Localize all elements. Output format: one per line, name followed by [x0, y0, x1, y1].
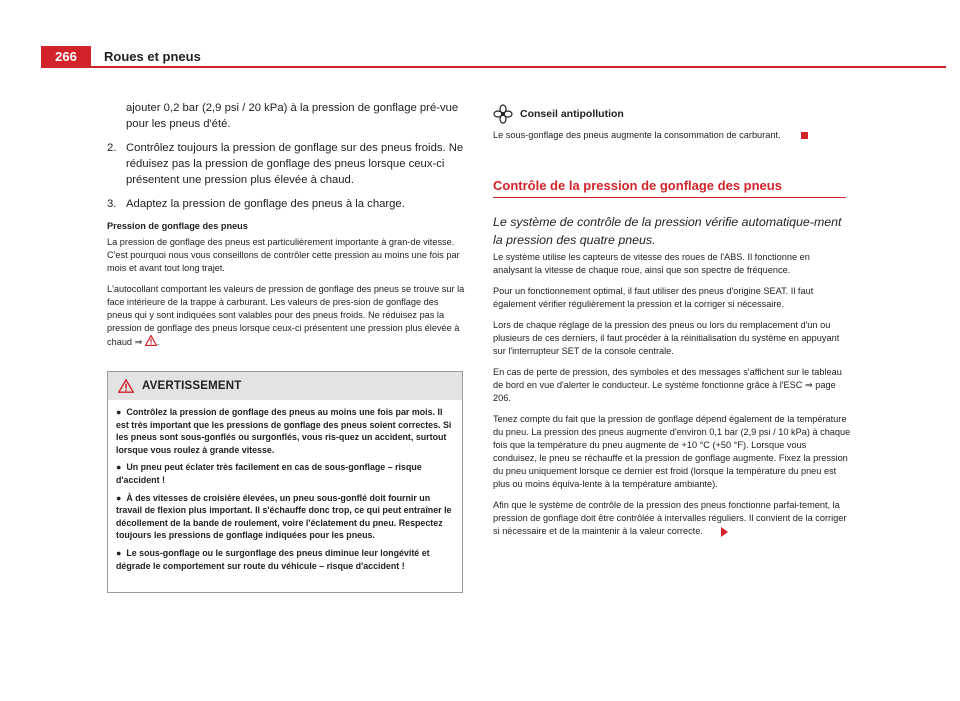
paragraph-end: .: [156, 337, 160, 347]
paragraph-text: Afin que le système de contrôle de la pression des pneus fonctionne parfai-tement, la pression de gonflage doit être contrôlée à intervalles réguliers. Il convient de la corriger si nécessaire et de la maintenir à la valeur correcte.: [493, 500, 847, 536]
paragraph: Le système utilise les capteurs de vitesse des roues de l'ABS. Il fonctionne en analysant la vitesse de chaque roue, ainsi que son spectre de fréquence.: [493, 252, 810, 275]
paragraph: En cas de perte de pression, des symboles et des messages s'affichent sur le tableau de bord en vue d'alerter le conducteur. Le système fonctionne grâce à l'ESC ⇒ page 206.: [493, 367, 842, 403]
paragraph: [493, 499, 851, 538]
warning-body: [108, 400, 462, 572]
bullet: ●: [116, 492, 122, 503]
warning-item-text: Contrôlez la pression de gonflage des pneus au moins une fois par mois. Il est très important que les pressions de gonflage des pneus soient correctes. Si les pneus sont sous-gonflés ou surgonflés, vous ris-quez un accident, surtout lorsque vous roulez à grande vitesse.: [116, 407, 452, 455]
eco-tip-text: Le sous-gonflage des pneus augmente la consommation de carburant.: [493, 130, 781, 140]
bullet: ●: [116, 462, 122, 473]
warning-title: AVERTISSEMENT: [142, 380, 242, 392]
warning-item: [116, 461, 454, 486]
paragraph: La pression de gonflage des pneus est particulièrement importante à gran-de vitesse. C'est pourquoi nous vous conseillons de contrôler cette pression au moins une fois par mois et avant tout long trajet.: [107, 237, 460, 273]
eco-tip: [493, 104, 849, 142]
eco-tip-line: [493, 129, 849, 142]
warning-header: [108, 372, 462, 400]
section-title: Contrôle de la pression de gonflage des pneus: [493, 178, 846, 198]
warning-item: [116, 406, 454, 456]
step-number: 2.: [107, 142, 117, 154]
eco-tip-header: [493, 104, 849, 124]
warning-item-text: À des vitesses de croisière élevées, un pneu sous-gonflé doit fournir un travail de flexion plus important. Il s'échauffe donc trop, ce qui peut entraîner le décollement de la bande de roulement, voire l'éclatement du pneu. Respectez toujours les pressions de gonflage indiquées pour les pneus.: [116, 492, 452, 541]
warning-item-text: Un pneu peut éclater très facilement en cas de sous-gonflage – risque d'accident !: [116, 462, 422, 485]
paragraph-text: L'autocollant comportant les valeurs de pression de gonflage des pneus se trouve sur la face intérieure de la trappe à carburant. Les valeurs de pres-sion de gonflage des pneus qui y sont indiquées sont valables pour des pneus froids. Ne réduisez pas la pression de gonflage des pneus lorsque ceux-ci présentent une pression plus élevée à chaud ⇒: [107, 284, 465, 347]
step-text: Contrôlez toujours la pression de gonflage sur des pneus froids. Ne réduisez pas la pression de gonflage des pneus lorsque ceux-ci présentent une pression plus élevée à chaud.: [126, 142, 464, 186]
bullet: ●: [116, 407, 122, 417]
step-2: [107, 140, 465, 188]
continue-arrow-icon: [721, 527, 728, 537]
section-lead: Le système de contrôle de la pression vérifie automatique-ment la pression des quatre pneus.: [493, 215, 842, 247]
chapter-title: Roues et pneus: [104, 49, 201, 64]
warning-item-text: Le sous-gonflage ou le surgonflage des pneus diminue leur longévité et dégrade le comportement sur route du véhicule – risque d'accident !: [116, 547, 430, 571]
paragraph: [107, 283, 465, 349]
warning-triangle-icon: [118, 379, 134, 393]
end-square-icon: [801, 132, 808, 139]
paragraph: Lors de chaque réglage de la pression des pneus ou lors du remplacement d'un ou plusieurs de ces derniers, il faut procéder à la réinitialisation du système en appuyant sur l'interrupteur SET de la console centrale.: [493, 320, 840, 356]
step-1-continuation: ajouter 0,2 bar (2,9 psi / 20 kPa) à la pression de gonflage pré-vue pour les pneus d'été.: [126, 102, 459, 130]
page-number: 266: [41, 46, 91, 68]
step-3: [107, 196, 465, 212]
eco-tip-title: Conseil antipollution: [520, 107, 624, 120]
subheading: Pression de gonflage des pneus: [107, 221, 248, 231]
left-column: [107, 100, 465, 357]
paragraph: Pour un fonctionnement optimal, il faut utiliser des pneus d'origine SEAT. Il faut également vérifier régulièrement la pression et la corriger si nécessaire.: [493, 286, 814, 309]
paragraph: Tenez compte du fait que la pression de gonflage dépend également de la température du pneu. La pression des pneus augmente d'environ 0,1 bar (2,9 psi / 10 kPa) à chaque fois que la température du pneu augmente de +10 °C (+50 °F). Lorsque vous conduisez, le pneu se réchauffe et la pression de gonflage augmente. Fixez la pression du pneu uniquement lorsque ce dernier est froid (lorsque la température du pneu est plus ou moins équiva-lente à la température ambiante).: [493, 414, 851, 489]
warning-item: [116, 547, 454, 572]
header-rule: [91, 66, 946, 68]
warning-item: [116, 492, 454, 542]
section-body: [493, 251, 851, 546]
step-number: 3.: [107, 198, 117, 210]
step-text: Adaptez la pression de gonflage des pneus à la charge.: [126, 198, 405, 210]
page-header: [0, 0, 960, 70]
warning-triangle-icon: [145, 335, 157, 346]
bullet: ●: [116, 547, 122, 558]
warning-box: [107, 371, 463, 593]
flower-icon: [493, 104, 513, 124]
